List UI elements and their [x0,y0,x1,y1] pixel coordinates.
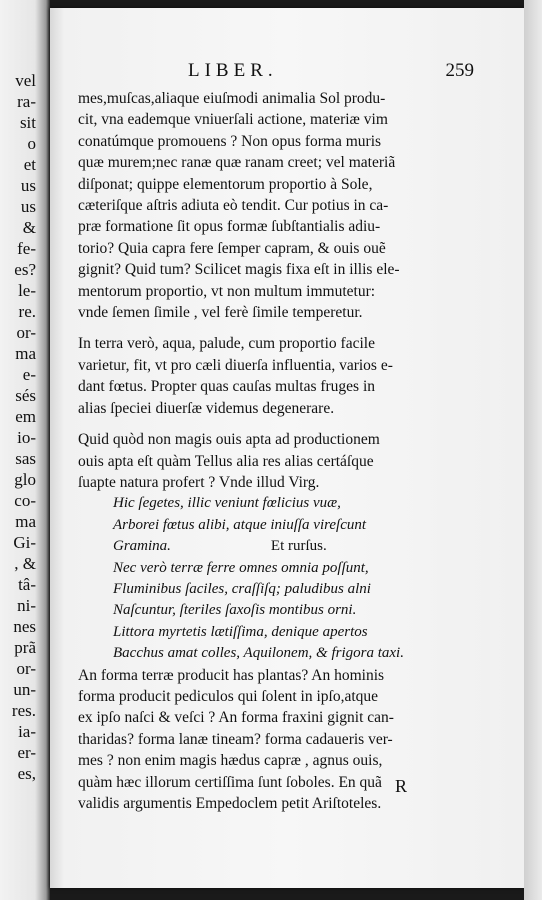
facing-text-fragment: prã [14,638,36,657]
text-line: In terra verò, aqua, palude, cum proportio facile [78,335,375,353]
facing-text-fragment: ma [15,512,36,531]
verse-line: Naſcuntur, ſteriles ſaxoſis montibus orni. [113,602,357,619]
facing-page-edge [0,0,50,900]
facing-text-fragment: tâ- [18,575,36,594]
facing-text-fragment: nes [13,617,36,636]
facing-text-fragment: em [15,407,36,426]
verse-line: Nec verò terræ ferre omnes omnia poſſunt, [113,559,369,576]
catchword: R [395,776,408,796]
text-line: torio? Quia capra fere ſemper capram, & ouis ouẽ [78,239,386,257]
facing-text-fragment: glo [14,470,36,489]
text-line: vnde ſemen ſimile , vel ferè ſimile temperetur. [78,304,363,322]
facing-text-fragment: io- [17,428,36,447]
text-line: validis argumentis Empedoclem petit Ariſtoteles. [78,795,382,812]
text-line: dant fœtus. Propter quas cauſas multas fruges in [78,378,376,396]
facing-text-fragment: le- [18,281,36,300]
text-line: conatúmque promouens ? Non opus forma muris [78,132,382,150]
text-line: varietur, fit, vt pro cæli diuerſa influentia, varios e- [78,356,393,374]
facing-text-fragment: o [27,134,36,153]
verse-line: Hic ſegetes, illic veniunt fœlicius vuæ, [113,495,341,512]
text-line: quàm hæc illorum certiſſima ſunt ſoboles. En quã [78,773,382,791]
book-page [50,8,524,888]
facing-text-fragment: et [23,155,36,174]
facing-text-fragment: or- [16,323,36,342]
page-number: 259 [445,60,474,81]
verse-line: Arborei fœtus alibi, atque iniuſſa vireſcunt [113,516,367,533]
facing-text-fragment: un- [13,680,36,699]
facing-text-fragment: us [20,197,36,216]
facing-text-fragment: co- [14,491,36,510]
verse-fragment: Et rurſus. [270,538,327,555]
text-line: forma producit pediculos qui ſolent in ipſo,atque [78,687,379,705]
facing-text-fragment: es? [14,260,36,279]
verse-line [78,536,484,557]
facing-text-fragment: fe- [17,239,36,258]
facing-text-fragment: er- [17,743,36,762]
text-line: diſponat; quippe elementorum proportio à Sole, [78,175,373,193]
facing-text-fragment: es, [17,764,36,783]
page-body-text [78,88,484,814]
facing-text-fragment: & [22,218,36,237]
text-line: ex ipſo naſci & veſci ? An forma fraxini gignit can- [78,709,394,727]
text-line: ouis apta eſt quàm Tellus alia res alias certáſque [78,452,374,470]
text-line: tharidas? forma lanæ tineam? forma cadaueris ver- [78,730,393,748]
facing-text-fragment: sés [15,386,36,405]
text-line: mes ? non enim magis hædus capræ , agnus ouis, [78,752,383,770]
facing-text-fragment: ma [15,344,36,363]
facing-text-fragment: sas [15,449,36,468]
text-line: præ formatione ſit opus formæ ſubſtantialis adiu- [78,218,381,236]
facing-text-fragment: re. [18,302,36,321]
running-head: LIBER. [188,60,278,81]
text-line: An forma terræ producit has plantas? An hominis [78,666,385,684]
text-line: quæ murem;nec ranæ quæ ranam creet; vel materiã [78,154,396,172]
facing-text-fragment: ra- [17,92,36,111]
verse-line: Bacchus amat colles, Aquilonem, & frigora taxi. [113,645,404,662]
text-line: cit, vna eademque vniuerſali actione, materiæ vim [78,111,388,129]
text-line: mentorum proportio, vt non multum immutetur: [78,282,376,300]
facing-text-fragment: Gi- [13,533,36,552]
facing-text-fragment: or- [16,659,36,678]
facing-text-fragment: vel [15,71,36,90]
facing-text-fragment: e- [22,365,36,384]
page-margin-edge [524,0,542,900]
text-line: gignit? Quid tum? Scilicet magis fixa eſt in illis ele- [78,261,400,279]
verse-line: Fluminibus ſaciles, craſſiſq; paludibus alni [113,580,371,597]
facing-text-fragment: sit [19,113,36,132]
verse-line: Littora myrtetis lætiſſima, denique apertos [113,623,368,640]
facing-text-fragment: , & [14,554,36,573]
text-line: alias ſpeciei diuerſæ videmus degenerare. [78,399,335,417]
text-line: ſuapte natura profert ? Vnde illud Virg. [78,473,320,491]
facing-text-fragment: ia- [18,722,36,741]
text-line: Quid quòd non magis ouis apta ad productionem [78,431,380,449]
text-line: mes,muſcas,aliaque eiuſmodi animalia Sol produ- [78,90,386,107]
text-line: cæteriſque aſtris adiuta eò tendit. Cur potius in ca- [78,197,389,215]
facing-text-fragment: ni- [17,596,36,615]
page-header [50,60,524,86]
facing-text-fragment: res. [11,701,36,720]
verse-fragment: Gramina. [113,538,171,555]
facing-text-fragment: us [20,176,36,195]
